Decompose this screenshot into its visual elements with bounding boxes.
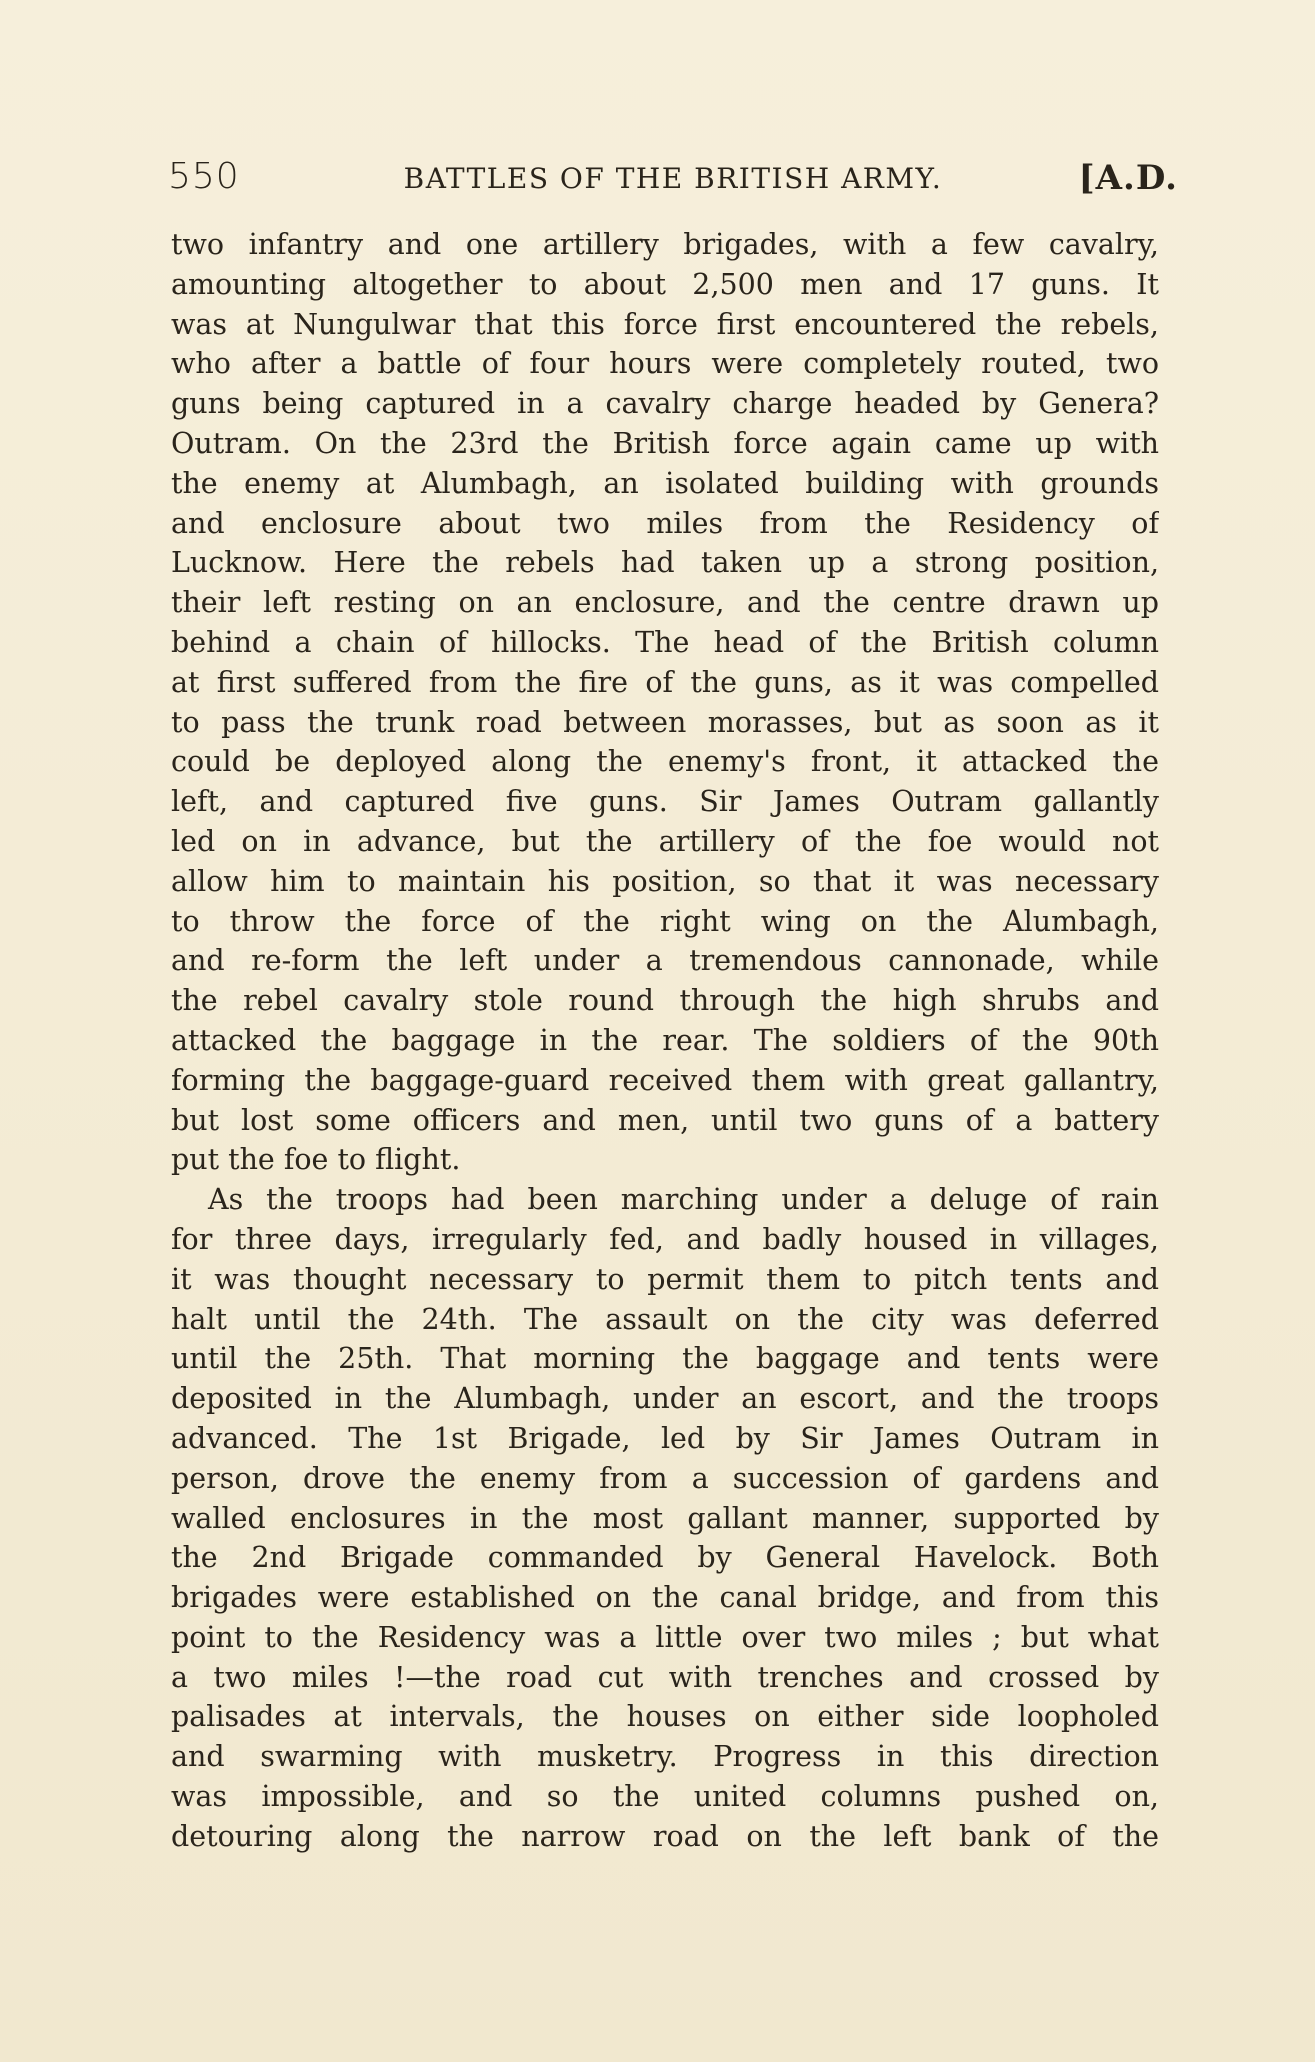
text-line: deposited in the Alumbagh, under an escort, and the troops bbox=[171, 1382, 1159, 1416]
text-line: could be deployed along the enemy's front, it attacked the bbox=[171, 745, 1159, 779]
header-era: [A.D. bbox=[1078, 158, 1178, 198]
text-line: and swarming with musketry. Progress in this direction bbox=[171, 1740, 1159, 1774]
text-line: but lost some officers and men, until two guns of a battery bbox=[171, 1103, 1159, 1137]
text-line: left, and captured five guns. Sir James Outram gallantly bbox=[171, 785, 1159, 819]
text-line: detouring along the narrow road on the left bank of the bbox=[171, 1819, 1159, 1853]
text-line: walled enclosures in the most gallant manner, supported by bbox=[171, 1501, 1159, 1535]
text-line: put the foe to flight. bbox=[171, 1143, 461, 1177]
running-title: BATTLES OF THE BRITISH ARMY. bbox=[403, 162, 943, 195]
text-line: to pass the trunk road between morasses, but as soon as it bbox=[171, 705, 1159, 739]
text-line: the 2nd Brigade commanded by General Havelock. Both bbox=[171, 1541, 1159, 1575]
text-line: their left resting on an enclosure, and the centre drawn up bbox=[171, 586, 1159, 620]
text-line: the rebel cavalry stole round through the high shrubs and bbox=[171, 984, 1159, 1018]
page-number: 550 bbox=[168, 156, 240, 197]
text-line: forming the baggage-guard received them with great gallantry, bbox=[171, 1063, 1159, 1097]
text-line: the enemy at Alumbagh, an isolated building with grounds bbox=[171, 466, 1159, 500]
text-line: point to the Residency was a little over two miles ; but what bbox=[171, 1620, 1159, 1654]
text-line: attacked the baggage in the rear. The soldiers of the 90th bbox=[171, 1023, 1159, 1057]
text-line: a two miles !—the road cut with trenches and crossed by bbox=[171, 1660, 1159, 1694]
text-line: until the 25th. That morning the baggage and tents were bbox=[171, 1342, 1159, 1376]
text-line: Lucknow. Here the rebels had taken up a strong position, bbox=[171, 546, 1159, 580]
text-line: halt until the 24th. The assault on the city was deferred bbox=[171, 1302, 1159, 1336]
text-line: brigades were established on the canal bridge, and from this bbox=[171, 1581, 1159, 1615]
body-text bbox=[171, 225, 1159, 1857]
text-line: behind a chain of hillocks. The head of the British column bbox=[171, 625, 1159, 659]
text-line: guns being captured in a cavalry charge headed by Genera? bbox=[171, 387, 1159, 421]
text-line: it was thought necessary to permit them to pitch tents and bbox=[171, 1262, 1159, 1296]
page-header bbox=[168, 156, 1178, 206]
text-line: As the troops had been marching under a deluge of rain bbox=[208, 1183, 1159, 1217]
text-line: allow him to maintain his position, so that it was necessary bbox=[171, 864, 1159, 898]
text-line: who after a battle of four hours were completely routed, two bbox=[171, 347, 1159, 381]
text-line: person, drove the enemy from a succession of gardens and bbox=[171, 1461, 1159, 1495]
text-line: two infantry and one artillery brigades, with a few cavalry, bbox=[171, 228, 1159, 261]
text-line: for three days, irregularly fed, and badly housed in villages, bbox=[171, 1222, 1159, 1256]
text-line: and enclosure about two miles from the Residency of bbox=[171, 506, 1159, 540]
text-line: Outram. On the 23rd the British force again came up with bbox=[171, 426, 1159, 460]
text-line: and re-form the left under a tremendous cannonade, while bbox=[171, 944, 1159, 978]
text-line: to throw the force of the right wing on the Alumbagh, bbox=[171, 904, 1159, 938]
text-line: led on in advance, but the artillery of the foe would not bbox=[171, 824, 1159, 858]
text-line: was impossible, and so the united columns pushed on, bbox=[171, 1780, 1159, 1814]
text-line: advanced. The 1st Brigade, led by Sir James Outram in bbox=[171, 1421, 1159, 1455]
text-line: at first suffered from the fire of the guns, as it was compelled bbox=[171, 665, 1159, 699]
text-line: palisades at intervals, the houses on either side loopholed bbox=[171, 1700, 1159, 1734]
text-line: amounting altogether to about 2,500 men and 17 guns. It bbox=[171, 267, 1159, 301]
text-line: was at Nungulwar that this force first encountered the rebels, bbox=[171, 307, 1159, 341]
